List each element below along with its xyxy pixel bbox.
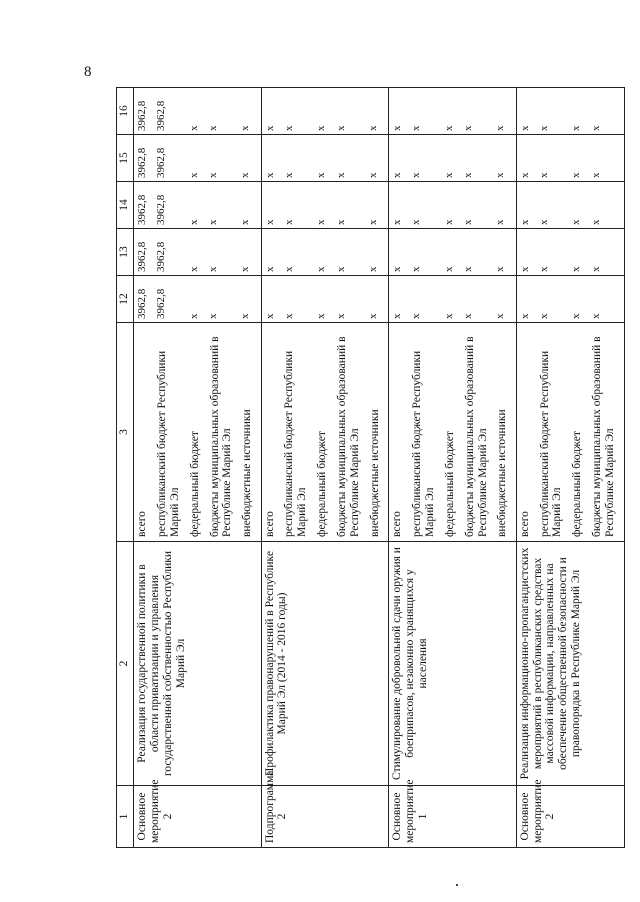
value-entry: х	[410, 266, 423, 272]
value-cell	[134, 135, 262, 182]
value-cell	[261, 276, 389, 323]
line-spacer	[175, 185, 188, 225]
value-entry: х	[315, 219, 328, 225]
value-entry: х	[462, 266, 475, 272]
funding-source-label: всего	[263, 511, 276, 537]
funding-source-label: бюджеты муниципальных образований в Республике Марий Эл	[463, 336, 489, 537]
value-entry: 3962,8	[136, 100, 148, 131]
value-entry: х	[391, 266, 404, 272]
value-entry: х	[518, 219, 531, 225]
value-cell	[389, 135, 517, 182]
funding-source-label: внебюджетные источники	[241, 409, 254, 537]
value-entry: х	[589, 219, 602, 225]
value-entry: х	[538, 266, 550, 272]
value-entry: х	[263, 219, 276, 225]
value-entry: х	[334, 313, 347, 319]
funding-sources-cell	[134, 323, 262, 542]
value-entry: х	[334, 266, 347, 272]
line-spacer	[354, 279, 367, 319]
value-cell	[389, 229, 517, 276]
value-entry: х	[589, 313, 602, 319]
value-entry: х	[366, 219, 379, 225]
value-entry: х	[366, 172, 379, 178]
value-entry: 3962,8	[155, 288, 168, 319]
line-spacer	[609, 91, 622, 131]
line-spacer	[302, 279, 315, 319]
row-title-cell: Реализация государственной политики в области приватизации и управления государственной собственностью Республики Марий Эл	[134, 542, 262, 786]
value-entry: х	[410, 219, 423, 225]
value-cell	[516, 182, 624, 229]
value-entry: х	[518, 125, 531, 131]
line-spacer	[226, 91, 239, 131]
value-cell	[134, 229, 262, 276]
funding-source-label: республиканский бюджет Республики Марий Эл	[283, 350, 309, 537]
value-entry: х	[570, 313, 583, 319]
line-spacer	[226, 138, 239, 178]
header-row	[117, 88, 134, 848]
funding-source-label: бюджеты муниципальных образований в Республике Марий Эл	[336, 336, 361, 537]
funding-source-label: всего	[136, 511, 148, 537]
value-entry: х	[263, 172, 276, 178]
value-cell	[389, 88, 517, 135]
value-entry: 3962,8	[155, 100, 168, 131]
value-entry: х	[410, 313, 423, 319]
rotated-table-container	[116, 88, 640, 848]
header-cell: 13	[117, 229, 134, 276]
line-spacer	[430, 185, 443, 225]
value-entry: х	[494, 172, 507, 178]
value-cell	[389, 182, 517, 229]
value-entry: х	[206, 219, 219, 225]
line-spacer	[430, 232, 443, 272]
value-entry: х	[494, 125, 507, 131]
value-entry: х	[538, 313, 550, 319]
line-spacer	[557, 232, 570, 272]
value-entry: х	[282, 266, 295, 272]
value-cell	[134, 182, 262, 229]
funding-sources-cell	[389, 323, 517, 542]
value-entry: х	[391, 125, 404, 131]
value-entry: х	[518, 266, 531, 272]
line-spacer	[226, 185, 239, 225]
value-entry: х	[410, 125, 423, 131]
value-entry: х	[239, 172, 252, 178]
line-spacer	[175, 91, 188, 131]
value-entry: х	[442, 125, 455, 131]
value-entry: х	[206, 125, 219, 131]
line-spacer	[302, 91, 315, 131]
value-entry: 3962,8	[136, 288, 148, 319]
line-spacer	[481, 138, 494, 178]
value-entry: х	[315, 125, 328, 131]
value-cell	[516, 135, 624, 182]
value-entry: х	[494, 266, 507, 272]
row-title-cell: Реализация информационно-пропагандистских мероприятий в республиканских средствах массовой информации, направленных на обеспечение общественной безопасности и правопорядка в Республике Марий Эл	[516, 542, 624, 786]
value-entry: х	[570, 125, 583, 131]
value-entry: х	[366, 313, 379, 319]
value-entry: х	[442, 313, 455, 319]
value-entry: 3962,8	[136, 147, 148, 178]
table-row	[389, 88, 517, 848]
funding-source-label: федеральный бюджет	[188, 431, 201, 537]
value-entry: х	[589, 172, 602, 178]
row-kind-cell: Подпрограмма 2	[261, 786, 389, 848]
line-spacer	[302, 185, 315, 225]
funding-source-label: всего	[518, 511, 531, 537]
funding-sources-cell	[516, 323, 624, 542]
line-spacer	[481, 279, 494, 319]
value-cell	[261, 135, 389, 182]
value-entry: х	[442, 172, 455, 178]
row-kind-cell: Основное мероприятие 1	[389, 786, 517, 848]
value-entry: х	[538, 125, 550, 131]
line-spacer	[354, 232, 367, 272]
header-cell: 1	[117, 786, 134, 848]
value-cell	[261, 182, 389, 229]
value-entry: х	[334, 125, 347, 131]
value-entry: х	[187, 125, 200, 131]
value-entry: х	[462, 172, 475, 178]
value-entry: х	[570, 219, 583, 225]
value-entry: х	[282, 313, 295, 319]
value-cell	[516, 88, 624, 135]
page-number: 8	[84, 64, 92, 80]
funding-source-label: бюджеты муниципальных образований в Республике Марий Эл	[591, 336, 617, 537]
line-spacer	[226, 279, 239, 319]
line-spacer	[481, 91, 494, 131]
line-spacer	[302, 232, 315, 272]
value-cell	[261, 88, 389, 135]
value-entry: х	[570, 266, 583, 272]
value-cell	[516, 276, 624, 323]
value-cell	[516, 229, 624, 276]
line-spacer	[609, 185, 622, 225]
value-entry: х	[366, 266, 379, 272]
line-spacer	[609, 138, 622, 178]
line-spacer	[430, 138, 443, 178]
value-entry: х	[462, 125, 475, 131]
row-kind-cell: Основное мероприятие 2	[134, 786, 262, 848]
header-cell: 2	[117, 542, 134, 786]
value-entry: х	[589, 266, 602, 272]
value-entry: х	[462, 219, 475, 225]
value-entry: х	[334, 219, 347, 225]
value-entry: 3962,8	[136, 241, 148, 272]
value-entry: х	[315, 266, 328, 272]
value-entry: х	[366, 125, 379, 131]
line-spacer	[481, 185, 494, 225]
value-entry: х	[494, 313, 507, 319]
value-cell	[134, 276, 262, 323]
value-entry: х	[410, 172, 423, 178]
value-entry: х	[442, 219, 455, 225]
value-entry: х	[570, 172, 583, 178]
value-cell	[389, 276, 517, 323]
scan-speck	[456, 884, 458, 886]
header-cell: 12	[117, 276, 134, 323]
line-spacer	[609, 279, 622, 319]
value-entry: х	[263, 266, 276, 272]
funding-sources-cell	[261, 323, 389, 542]
value-entry: х	[282, 172, 295, 178]
line-spacer	[354, 185, 367, 225]
line-spacer	[175, 138, 188, 178]
row-title-cell: Стимулирование добровольной сдачи оружия и боеприпасов, незаконно хранящихся у населения	[389, 542, 517, 786]
table-row	[516, 88, 624, 848]
value-entry: х	[538, 172, 550, 178]
funding-source-label: республиканский бюджет Республики Марий Эл	[538, 350, 564, 537]
funding-source-label: бюджеты муниципальных образований в Республике Марий Эл	[208, 336, 234, 537]
value-entry: х	[239, 313, 252, 319]
value-entry: 3962,8	[155, 194, 168, 225]
value-entry: х	[206, 266, 219, 272]
line-spacer	[430, 279, 443, 319]
value-entry: х	[391, 313, 404, 319]
value-entry: х	[442, 266, 455, 272]
value-entry: х	[263, 125, 276, 131]
value-entry: х	[538, 219, 550, 225]
value-entry: х	[518, 313, 531, 319]
value-entry: х	[187, 266, 200, 272]
row-kind-cell: Основное мероприятие 2	[516, 786, 624, 848]
funding-source-label: внебюджетные источники	[496, 409, 509, 537]
table-row	[261, 88, 389, 848]
line-spacer	[302, 138, 315, 178]
value-entry: х	[334, 172, 347, 178]
value-entry: х	[263, 313, 276, 319]
value-entry: х	[462, 313, 475, 319]
value-entry: 3962,8	[136, 194, 148, 225]
line-spacer	[175, 279, 188, 319]
line-spacer	[354, 138, 367, 178]
value-entry: х	[589, 125, 602, 131]
header-cell: 16	[117, 88, 134, 135]
value-entry: х	[187, 219, 200, 225]
value-entry: х	[239, 219, 252, 225]
value-entry: х	[206, 313, 219, 319]
header-cell: 3	[117, 323, 134, 542]
line-spacer	[354, 91, 367, 131]
value-entry: х	[391, 172, 404, 178]
value-cell	[261, 229, 389, 276]
funding-source-label: федеральный бюджет	[571, 431, 584, 537]
value-entry: х	[187, 313, 200, 319]
line-spacer	[430, 91, 443, 131]
line-spacer	[557, 185, 570, 225]
value-entry: х	[315, 172, 328, 178]
value-entry: х	[239, 125, 252, 131]
value-entry: х	[206, 172, 219, 178]
value-entry: х	[518, 172, 531, 178]
value-entry: х	[282, 125, 295, 131]
line-spacer	[557, 138, 570, 178]
funding-source-label: внебюджетные источники	[368, 409, 381, 537]
header-cell: 15	[117, 135, 134, 182]
funding-source-label: федеральный бюджет	[443, 431, 456, 537]
line-spacer	[175, 232, 188, 272]
value-entry: х	[282, 219, 295, 225]
value-entry: х	[187, 172, 200, 178]
value-cell	[134, 88, 262, 135]
value-entry: х	[315, 313, 328, 319]
budget-table	[116, 87, 625, 848]
value-entry: х	[391, 219, 404, 225]
row-title-cell: Профилактика правонарушений в Республике Марий Эл (2014 - 2016 годы)	[261, 542, 389, 786]
table-row	[134, 88, 262, 848]
header-cell: 14	[117, 182, 134, 229]
value-entry: х	[494, 219, 507, 225]
funding-source-label: всего	[391, 511, 404, 537]
value-entry: 3962,8	[155, 147, 168, 178]
value-entry: 3962,8	[155, 241, 168, 272]
funding-source-label: республиканский бюджет Республики Марий Эл	[155, 350, 181, 537]
line-spacer	[557, 91, 570, 131]
funding-source-label: федеральный бюджет	[316, 431, 329, 537]
line-spacer	[226, 232, 239, 272]
line-spacer	[557, 279, 570, 319]
value-entry: х	[239, 266, 252, 272]
line-spacer	[609, 232, 622, 272]
line-spacer	[481, 232, 494, 272]
funding-source-label: республиканский бюджет Республики Марий Эл	[411, 350, 436, 537]
